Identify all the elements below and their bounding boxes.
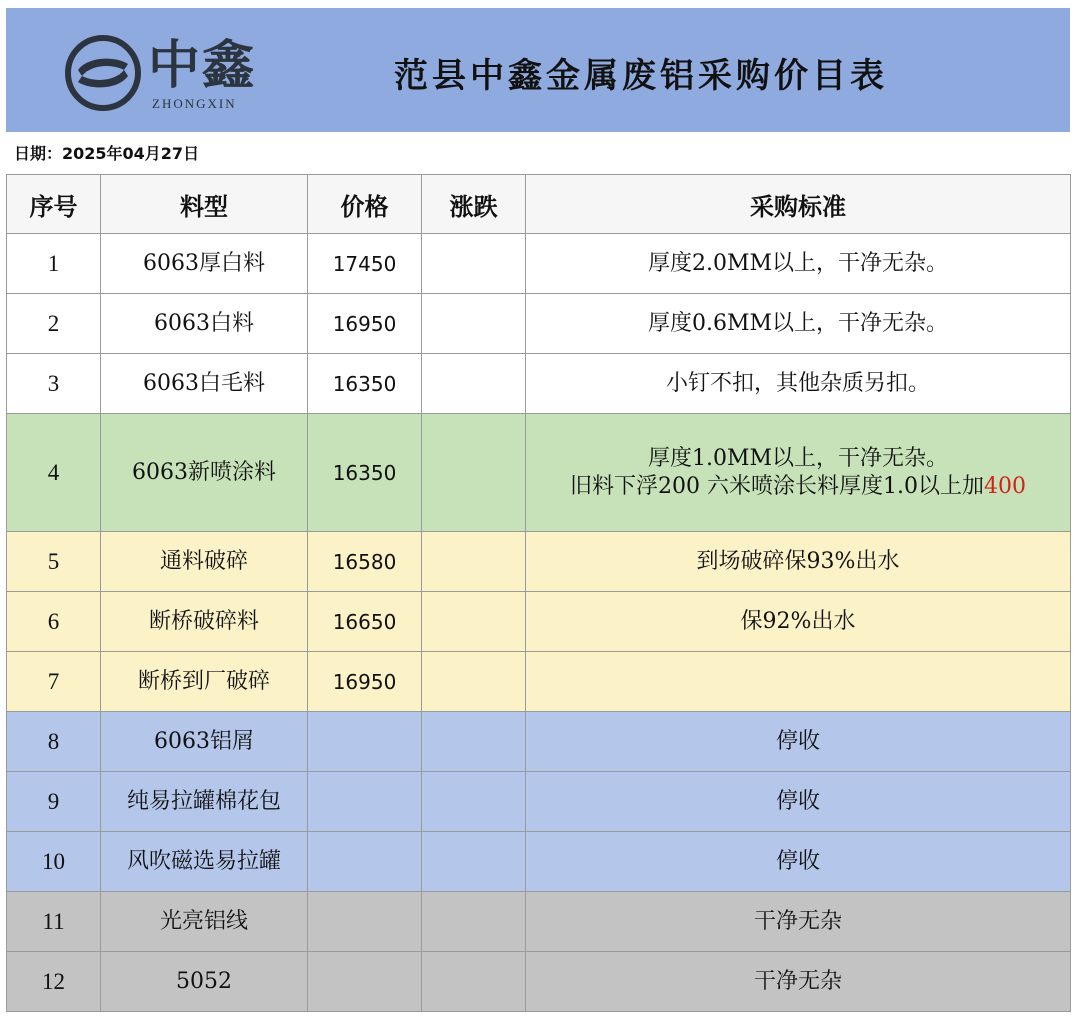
standard-highlight-amount: 400	[983, 473, 1026, 499]
table-row	[7, 772, 1071, 832]
table-row	[7, 652, 1071, 712]
standard-line: 干净无杂	[753, 968, 842, 994]
row-price-cell: 16950	[308, 652, 422, 712]
row-change-cell	[422, 832, 526, 892]
row-standard-cell	[526, 532, 1071, 592]
table-row	[7, 892, 1071, 952]
row-no-cell: 9	[7, 772, 101, 832]
table-row	[7, 414, 1071, 532]
standard-line: 干净无杂	[753, 908, 842, 934]
row-change-cell	[422, 652, 526, 712]
row-price-cell	[308, 892, 422, 952]
row-standard-cell	[526, 592, 1071, 652]
price-table	[6, 174, 1071, 1012]
row-change-cell	[422, 712, 526, 772]
table-row	[7, 354, 1071, 414]
standard-line: 小钉不扣，其他杂质另扣。	[665, 370, 930, 396]
row-no-cell: 11	[7, 892, 101, 952]
row-no-cell: 5	[7, 532, 101, 592]
row-type-cell: 6063新喷涂料	[101, 414, 308, 532]
row-change-cell	[422, 294, 526, 354]
row-no-cell: 7	[7, 652, 101, 712]
column-header-no: 序号	[7, 175, 101, 234]
row-price-cell	[308, 712, 422, 772]
row-standard-cell	[526, 414, 1071, 532]
row-standard-cell	[526, 652, 1071, 712]
standard-line-2-text: 旧料下浮200 六米喷涂长料厚度1.0以上加	[570, 473, 984, 499]
row-type-cell: 光亮铝线	[101, 892, 308, 952]
row-price-cell: 17450	[308, 234, 422, 294]
row-type-cell: 断桥到厂破碎	[101, 652, 308, 712]
row-no-cell: 8	[7, 712, 101, 772]
row-standard-cell	[526, 832, 1071, 892]
column-header-price: 价格	[308, 175, 422, 234]
column-header-change: 涨跌	[422, 175, 526, 234]
row-change-cell	[422, 414, 526, 532]
row-change-cell	[422, 952, 526, 1012]
row-standard-cell	[526, 294, 1071, 354]
row-standard-cell	[526, 892, 1071, 952]
logo-chinese-name: 中鑫	[148, 35, 257, 96]
row-no-cell: 3	[7, 354, 101, 414]
row-price-cell	[308, 952, 422, 1012]
row-standard-cell	[526, 712, 1071, 772]
row-price-cell: 16350	[308, 414, 422, 532]
row-change-cell	[422, 592, 526, 652]
row-type-cell: 5052	[101, 952, 308, 1012]
row-no-cell: 10	[7, 832, 101, 892]
row-no-cell: 12	[7, 952, 101, 1012]
row-price-cell	[308, 772, 422, 832]
row-standard-cell	[526, 952, 1071, 1012]
standard-line: 厚度0.6MM以上，干净无杂。	[647, 310, 949, 336]
table-row	[7, 294, 1071, 354]
row-type-cell: 风吹磁选易拉罐	[101, 832, 308, 892]
table-row	[7, 712, 1071, 772]
standard-line: 厚度1.0MM以上，干净无杂。	[647, 445, 949, 471]
row-type-cell: 通料破碎	[101, 532, 308, 592]
logo-emblem-icon	[64, 34, 142, 112]
standard-line: 厚度2.0MM以上，干净无杂。	[647, 250, 949, 276]
date-bar	[6, 132, 1070, 175]
row-change-cell	[422, 892, 526, 952]
row-change-cell	[422, 234, 526, 294]
row-type-cell: 断桥破碎料	[101, 592, 308, 652]
row-type-cell: 纯易拉罐棉花包	[101, 772, 308, 832]
row-no-cell: 2	[7, 294, 101, 354]
row-type-cell: 6063白毛料	[101, 354, 308, 414]
row-no-cell: 6	[7, 592, 101, 652]
row-price-cell: 16650	[308, 592, 422, 652]
standard-line: 停收	[775, 728, 820, 754]
row-change-cell	[422, 772, 526, 832]
header-banner	[6, 8, 1070, 132]
row-price-cell: 16350	[308, 354, 422, 414]
row-type-cell: 6063白料	[101, 294, 308, 354]
table-row	[7, 592, 1071, 652]
row-price-cell: 16950	[308, 294, 422, 354]
row-standard-cell	[526, 234, 1071, 294]
column-header-standard: 采购标准	[526, 175, 1071, 234]
table-row	[7, 832, 1071, 892]
standard-line: 停收	[775, 848, 820, 874]
row-standard-cell	[526, 354, 1071, 414]
standard-line: 保92%出水	[740, 608, 856, 634]
logo-english-name: ZHONGXIN	[152, 96, 237, 111]
standard-line: 到场破碎保93%出水	[696, 548, 900, 574]
row-price-cell	[308, 832, 422, 892]
row-standard-cell	[526, 772, 1071, 832]
table-row	[7, 952, 1071, 1012]
company-logo	[64, 26, 264, 122]
page-title: 范县中鑫金属废铝采购价目表	[394, 56, 888, 96]
date-label: 日期：2025年04月27日	[14, 144, 200, 163]
table-row	[7, 532, 1071, 592]
row-price-cell: 16580	[308, 532, 422, 592]
table-row	[7, 234, 1071, 294]
table-header-row	[7, 175, 1071, 234]
row-type-cell: 6063铝屑	[101, 712, 308, 772]
row-change-cell	[422, 354, 526, 414]
row-type-cell: 6063厚白料	[101, 234, 308, 294]
column-header-type: 料型	[101, 175, 308, 234]
standard-line-2	[530, 473, 1066, 501]
row-no-cell: 4	[7, 414, 101, 532]
row-change-cell	[422, 532, 526, 592]
standard-line: 停收	[775, 788, 820, 814]
row-no-cell: 1	[7, 234, 101, 294]
